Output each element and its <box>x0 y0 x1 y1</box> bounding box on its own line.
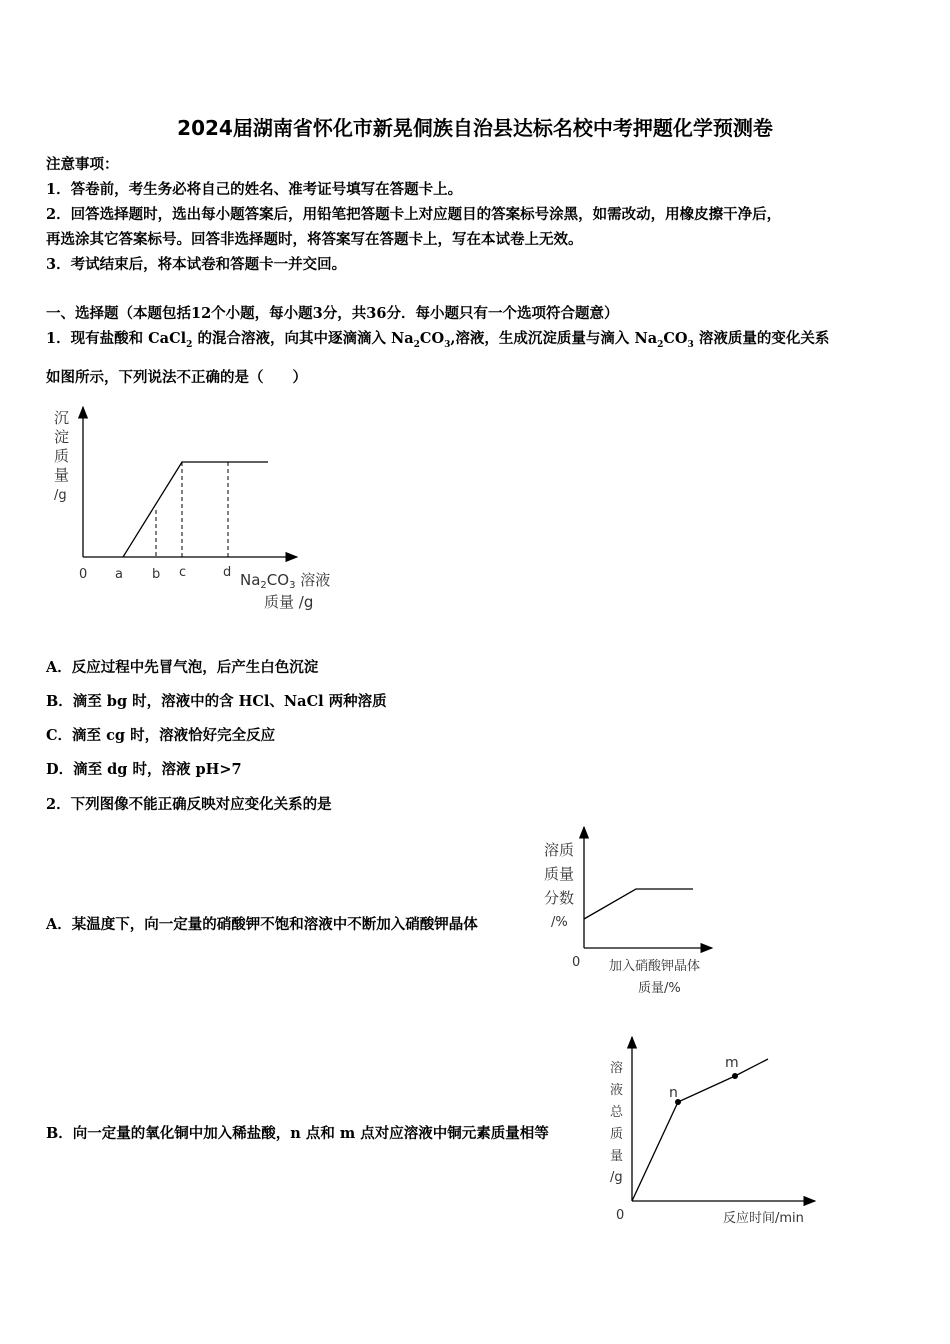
page-title: 2024届湖南省怀化市新晃侗族自治县达标名校中考押题化学预测卷 <box>177 116 773 140</box>
section-heading: 一、选择题（本题包括12个小题，每小题3分，共36分．每小题只有一个选项符合题意） <box>46 305 619 322</box>
q1-curve <box>123 462 268 557</box>
q2b-point-m <box>732 1073 738 1079</box>
q2b-label-n: n <box>669 1085 678 1101</box>
q1-y-label-2: 淀 <box>54 428 70 446</box>
q2a-origin: 0 <box>572 955 581 970</box>
q2b-y-label-2: 液 <box>610 1083 624 1098</box>
q2b-y-label-3: 总 <box>610 1105 624 1120</box>
q1-origin: 0 <box>79 567 88 582</box>
q2b-curve <box>632 1059 768 1201</box>
q2a-x-label-1: 加入硝酸钾晶体 <box>609 959 701 974</box>
q1-y-label-5: /g <box>54 488 67 503</box>
q1-x-label-2: 质量 /g <box>264 593 314 611</box>
notes-heading: 注意事项： <box>46 156 119 173</box>
notes-item-2-cont: 再选涂其它答案标号。回答非选择题时，将答案写在答题卡上，写在本试卷上无效。 <box>46 231 583 248</box>
q1-y-label-1: 沉 <box>54 409 70 427</box>
q2b-origin: 0 <box>616 1208 625 1223</box>
notes-item-3: 3．考试结束后，将本试卷和答题卡一并交回。 <box>46 256 347 273</box>
q2a-curve <box>584 889 693 919</box>
q2-option-a: A．某温度下，向一定量的硝酸钾不饱和溶液中不断加入硝酸钾晶体 <box>46 916 478 933</box>
q2a-y-label-1: 溶质 <box>544 841 575 859</box>
q2-figure-b <box>605 1030 830 1230</box>
q2a-y-label-3: 分数 <box>544 889 575 907</box>
q1-figure <box>40 395 370 620</box>
q2a-x-label-2: 质量/% <box>638 981 681 996</box>
q1-stem-line2: 如图所示，下列说法不正确的是（ ） <box>46 369 307 386</box>
q2b-y-label-4: 质 <box>610 1127 624 1142</box>
q1-option-a: A．反应过程中先冒气泡，后产生白色沉淀 <box>46 659 319 676</box>
q2b-x-label: 反应时间/min <box>723 1211 804 1226</box>
q1-tick-b: b <box>152 567 161 582</box>
q2b-y-label-1: 溶 <box>610 1061 624 1076</box>
notes-item-1: 1．答卷前，考生务必将自己的姓名、准考证号填写在答题卡上。 <box>46 181 463 198</box>
q1-x-label-1: $Na_2CO_3$ 溶液 <box>240 571 331 591</box>
q1-option-c: C．滴至 cg 时，溶液恰好完全反应 <box>46 727 276 744</box>
q2-option-b: B．向一定量的氧化铜中加入稀盐酸，n 点和 m 点对应溶液中铜元素质量相等 <box>46 1125 549 1142</box>
q1-tick-a: a <box>115 567 123 582</box>
q2-stem: 2．下列图像不能正确反映对应变化关系的是 <box>46 796 332 813</box>
q1-option-d: D．滴至 dg 时，溶液 pH>7 <box>46 761 242 778</box>
q2-figure-a <box>535 822 735 1002</box>
q1-tick-d: d <box>223 565 232 580</box>
q1-tick-c: c <box>179 565 187 580</box>
q2a-y-label-2: 质量 <box>544 865 575 883</box>
notes-item-2: 2．回答选择题时，选出每小题答案后，用铅笔把答题卡上对应题目的答案标号涂黑，如需改动，用橡皮擦干净后， <box>46 206 782 223</box>
q2b-y-label-6: /g <box>610 1170 623 1185</box>
q1-stem-line1: 1．现有盐酸和 CaCl$_2$ 的混合溶液，向其中逐滴滴入 $Na_2CO_3$,溶液，生成沉淀质量与滴入 $Na_2CO_3$ 溶液质量的变化关系 <box>46 330 830 350</box>
q2b-y-label-5: 量 <box>610 1149 624 1164</box>
q2b-label-m: m <box>725 1055 739 1071</box>
q1-y-label-4: 量 <box>54 466 70 484</box>
q1-y-label-3: 质 <box>54 447 70 465</box>
q2a-y-label-4: /% <box>551 915 568 930</box>
q1-option-b: B．滴至 bg 时，溶液中的含 HCl、NaCl 两种溶质 <box>46 693 387 710</box>
